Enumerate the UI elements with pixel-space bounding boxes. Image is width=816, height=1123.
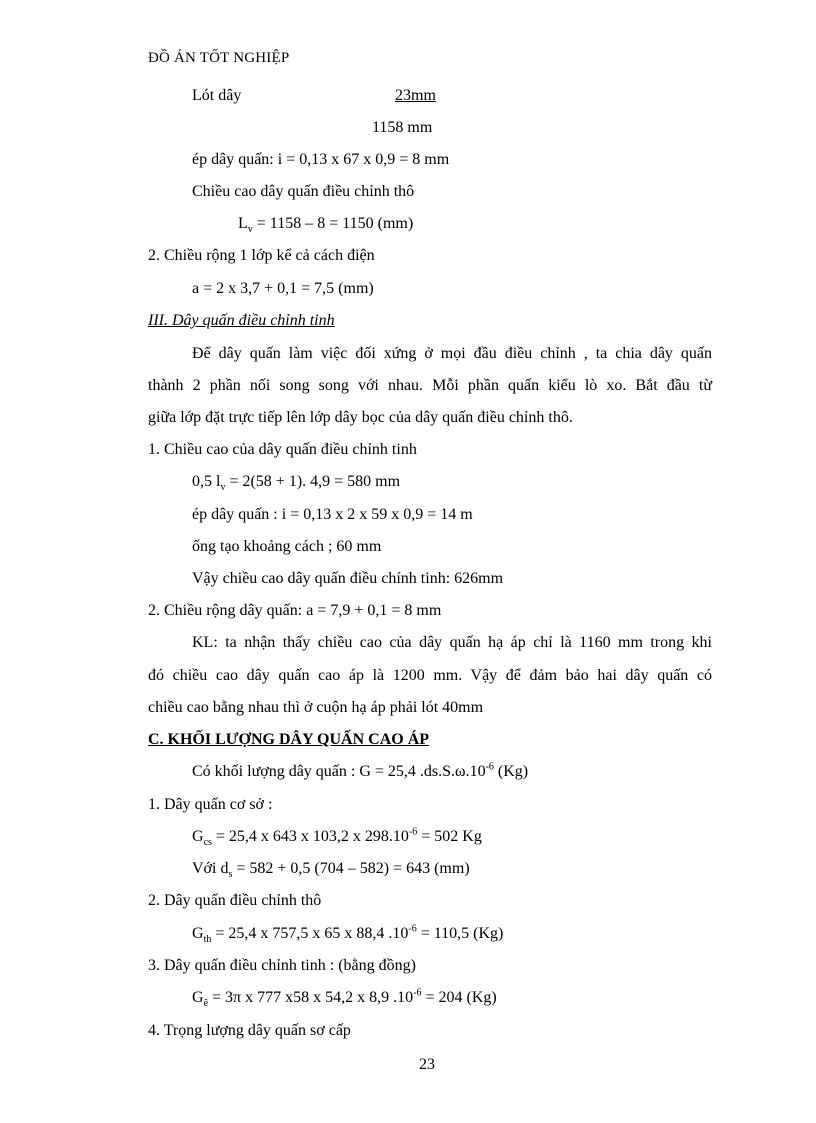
gcs-subscript: cs (203, 837, 212, 849)
gth-subscript: th (203, 934, 212, 946)
running-header: ĐỒ ÁN TỐT NGHIỆP (148, 50, 290, 66)
ge-formula (192, 988, 497, 1008)
chieu-cao-tho-line: Chiều cao dây quấn điều chỉnh thô (192, 183, 415, 200)
gth-symbol: G (192, 925, 204, 942)
gcs-symbol: G (192, 828, 204, 845)
ds-expression: = 582 + 0,5 (704 – 582) = 643 (mm) (232, 860, 470, 877)
ge-exponent: -6 (413, 987, 422, 999)
lv-half-formula (192, 472, 400, 492)
gcs-formula (192, 827, 482, 847)
gth-formula (192, 924, 503, 944)
lv-half-symbol: 0,5 l (192, 473, 221, 490)
item-1-height-heading: 1. Chiều cao của dây quấn điều chỉnh tinh (148, 441, 417, 458)
item-2-width-2: 2. Chiều rộng dây quấn: a = 7,9 + 0,1 = 8 mm (148, 602, 442, 619)
ds-formula (192, 859, 470, 879)
lv-subscript: v (247, 224, 253, 236)
lv-half-expression: = 2(58 + 1). 4,9 = 580 mm (225, 473, 401, 490)
sum-1158: 1158 mm (372, 119, 433, 136)
gth-expression: = 25,4 x 757,5 x 65 x 88,4 .10 (211, 925, 409, 942)
paragraph-1-line-3: giữa lớp đặt trực tiếp lên lớp dây bọc của dây quấn điều chỉnh thô. (148, 409, 573, 426)
mass-formula-unit: (Kg) (493, 763, 529, 780)
ge-result: = 204 (Kg) (421, 989, 497, 1006)
lv-expression: = 1158 – 8 = 1150 (mm) (252, 215, 414, 232)
lv-symbol: L (238, 215, 248, 232)
gth-exponent: -6 (408, 923, 417, 935)
gcs-exponent: -6 (408, 826, 418, 838)
conclusion-line-1: KL: ta nhận thấy chiều cao của dây quấn hạ áp chỉ là 1160 mm trong khi (192, 634, 712, 651)
ep-day-2-line: ép dây quấn : i = 0,13 x 2 x 59 x 0,9 = 14 m (192, 506, 473, 523)
mass-formula-text: Có khối lượng dây quấn : G = 25,4 .ds.S.ω.10 (192, 763, 486, 780)
lot-day-label: Lót dây (192, 87, 242, 104)
ep-day-line: ép dây quấn: i = 0,13 x 67 x 0,9 = 8 mm (192, 151, 450, 168)
ge-subscript: ê (203, 998, 209, 1010)
lv-half-subscript: v (220, 482, 226, 494)
ds-subscript: s (228, 869, 233, 881)
paragraph-1-line-2: thành 2 phần nối song song với nhau. Mỗi phần quấn kiểu lò xo. Bắt đầu từ (148, 377, 712, 394)
conclusion-line-3: chiều cao bằng nhau thì ở cuộn hạ áp phải lót 40mm (148, 699, 484, 716)
item-2-coarse-winding: 2. Dây quấn điều chỉnh thô (148, 892, 322, 909)
item-3-fine-winding: 3. Dây quấn điều chỉnh tinh : (bằng đồng) (148, 957, 416, 974)
paragraph-1-line-1: Để dây quấn làm việc đối xứng ở mọi đầu điều chỉnh , ta chia dây quấn (192, 345, 712, 362)
section-iii-heading: III. Dây quấn điều chỉnh tinh (148, 312, 335, 329)
gth-result: = 110,5 (Kg) (416, 925, 504, 942)
page-number: 23 (419, 1056, 435, 1073)
item-1-base-winding: 1. Dây quấn cơ sở : (148, 796, 273, 813)
conclusion-line-2: đó chiều cao dây quấn cao áp là 1200 mm. Vậy để đảm bảo hai dây quấn có (148, 667, 712, 684)
section-c-heading: C. KHỐI LƯỢNG DÂY QUẤN CAO ÁP (148, 731, 430, 748)
lv-formula (238, 214, 413, 234)
item-4-primary-weight: 4. Trọng lượng dây quấn sơ cấp (148, 1022, 351, 1039)
gcs-result: = 502 Kg (417, 828, 482, 845)
ge-expression: = 3π x 777 x58 x 54,2 x 8,9 .10 (208, 989, 414, 1006)
gcs-expression: = 25,4 x 643 x 103,2 x 298.10 (211, 828, 409, 845)
ge-symbol: G (192, 989, 204, 1006)
lot-day-value: 23mm (395, 87, 436, 104)
vay-cao-line: Vậy chiều cao dây quấn điều chính tinh: 626mm (192, 570, 504, 587)
mass-formula (192, 762, 528, 782)
item-2-width-heading: 2. Chiều rộng 1 lớp kể cả cách điện (148, 247, 375, 264)
ong-tao-line: ống tạo khoảng cách ; 60 mm (192, 538, 382, 555)
mass-formula-exponent: -6 (485, 761, 494, 773)
a-formula: a = 2 x 3,7 + 0,1 = 7,5 (mm) (192, 280, 374, 297)
ds-symbol: Với d (192, 860, 229, 877)
